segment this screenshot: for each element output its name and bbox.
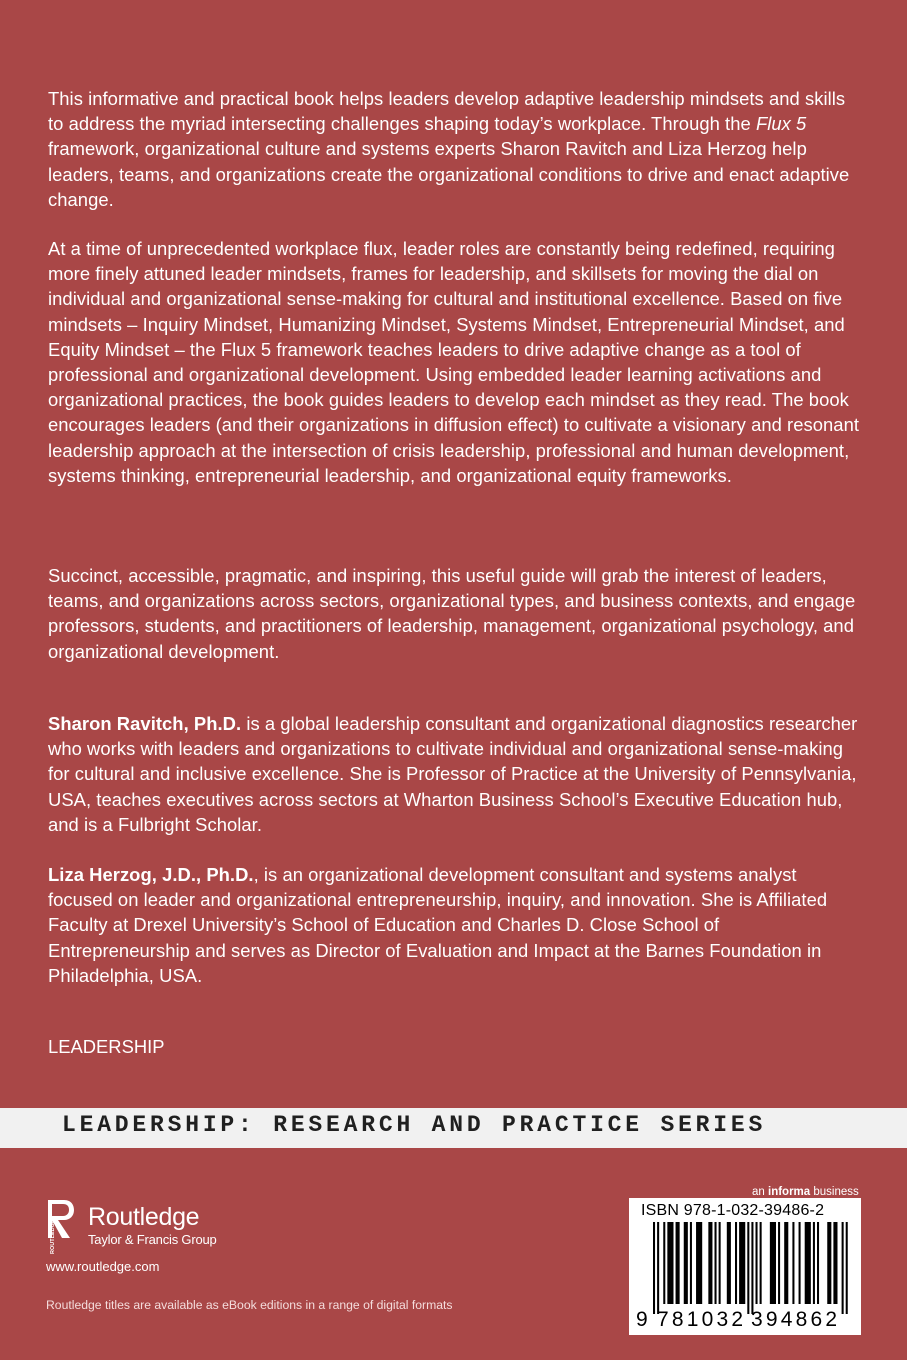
- barcode-bar: [676, 1222, 680, 1304]
- barcode-bar: [770, 1222, 776, 1304]
- barcode-bar: [727, 1222, 731, 1304]
- routledge-logo-icon: [46, 1198, 76, 1256]
- informa-tagline: [752, 1186, 859, 1198]
- barcode-bar: [751, 1222, 753, 1314]
- series-title: LEADERSHIP: RESEARCH AND PRACTICE SERIES: [62, 1112, 767, 1138]
- author-bio-text-1: is a global leadership consultant and organizational diagnostics researcher who works with leaders and organizations to cultivate individual and organizational sense-making for cultural and inclusive excellence. She is Professor of Practice at the University of Pennsylvania, USA, teaches executives across sectors at Wharton Business School’s Executive Education hub, and is a Fulbright Scholar.: [48, 713, 858, 835]
- barcode-bar: [696, 1222, 702, 1304]
- barcode-bar: [708, 1222, 712, 1304]
- subject-category: LEADERSHIP: [48, 1036, 165, 1057]
- publisher-logo: [46, 1198, 246, 1258]
- barcode-right-digits: 394862: [751, 1308, 837, 1331]
- barcode-bar-group: [653, 1222, 848, 1314]
- barcode-bar: [756, 1222, 758, 1304]
- barcode-bar: [813, 1222, 815, 1304]
- barcode-bar: [805, 1222, 811, 1304]
- author-name-1: Sharon Ravitch, Ph.D.: [48, 713, 242, 734]
- description-paragraph-1: [48, 86, 863, 212]
- barcode-bar: [653, 1222, 655, 1314]
- barcode-bar: [827, 1222, 831, 1304]
- publisher-name: Routledge: [88, 1203, 200, 1231]
- informa-prefix: an: [752, 1186, 768, 1198]
- informa-suffix: business: [810, 1186, 859, 1198]
- barcode-bar: [842, 1222, 844, 1314]
- barcode-bar: [715, 1222, 717, 1304]
- barcode-bar: [719, 1222, 721, 1304]
- description-paragraph-1-part2: framework, organizational culture and systems experts Sharon Ravitch and Liza Herzog help leaders, teams, and organizations create the organizational conditions to drive and enact adaptive change.: [48, 138, 850, 210]
- barcode-bar: [690, 1222, 692, 1304]
- description-paragraph-3: Succinct, accessible, pragmatic, and inspiring, this useful guide will grab the interest of leaders, teams, and organizations across sectors, organizational types, and business contexts, and engage professors, students, and practitioners of leadership, management, organizational psychology, and organizational development.: [48, 565, 856, 662]
- barcode-bar: [760, 1222, 762, 1304]
- publisher-website: www.routledge.com: [46, 1259, 160, 1274]
- barcode-left-digits: 781032: [657, 1308, 743, 1331]
- barcode-bar: [663, 1222, 665, 1304]
- informa-brand: informa: [768, 1186, 811, 1198]
- isbn-barcode: [629, 1198, 861, 1335]
- barcode-bar: [657, 1222, 659, 1314]
- framework-name: Flux 5: [755, 113, 807, 135]
- author-bio-1: [48, 711, 863, 837]
- barcode-bar: [667, 1222, 673, 1304]
- author-bio-2: [48, 862, 863, 988]
- barcode-bar: [799, 1222, 801, 1304]
- description-paragraph-2: At a time of unprecedented workplace flux, leader roles are constantly being redefined, requiring more finely attuned leader mindsets, frames for leadership, and skillsets for moving the dial on individual and organizational sense-making for cultural and institutional excellence. Based on five mindsets – Inquiry Mindset, Humanizing Mindset, Systems Mindset, Entrepreneurial Mindset, and Equity Mindset – the Flux 5 framework teaches leaders to drive adaptive change as a tool of professional and organizational development. Using embedded leader learning activations and organizational practices, the book guides leaders to develop each mindset as they read. The book encourages leaders (and their organizations in diffusion effect) to cultivate a visionary and resonant leadership approach at the intersection of crisis leadership, professional and human development, systems thinking, entrepreneurial leadership, and organizational equity frameworks.: [48, 238, 860, 486]
- isbn-label: ISBN 978-1-032-39486-2: [641, 1202, 825, 1219]
- barcode-bar: [833, 1222, 837, 1304]
- logo-vertical-text: ROUTLEDGE: [50, 1219, 56, 1254]
- author-name-2: Liza Herzog, J.D., Ph.D.: [48, 864, 254, 885]
- barcode-lead-digit: 9: [636, 1308, 648, 1331]
- barcode-bar: [747, 1222, 749, 1314]
- description-paragraph-1-part1: This informative and practical book helps leaders develop adaptive leadership mindsets and skills to address the myriad intersecting challenges shaping today’s workplace. Through the: [48, 88, 846, 135]
- barcode-bar: [739, 1222, 745, 1304]
- ebook-note: Routledge titles are available as eBook editions in a range of digital formats: [46, 1298, 453, 1312]
- barcode-bar: [735, 1222, 737, 1304]
- barcode-bar: [846, 1222, 848, 1314]
- author-bio-text-2: , is an organizational development consultant and systems analyst focused on leader and organizational entrepreneurship, inquiry, and innovation. She is Affiliated Faculty at Drexel University’s School of Education and Charles D. Close School of Entrepreneurship and serves as Director of Evaluation and Impact at the Barnes Foundation in Philadelphia, USA.: [48, 864, 828, 986]
- barcode-bar: [817, 1222, 819, 1304]
- barcode-bar: [792, 1222, 794, 1304]
- barcode-bar: [684, 1222, 688, 1304]
- barcode-bar: [784, 1222, 788, 1304]
- publisher-group: Taylor & Francis Group: [88, 1232, 217, 1247]
- barcode-bar: [778, 1222, 780, 1304]
- barcode-bars: [633, 1222, 857, 1332]
